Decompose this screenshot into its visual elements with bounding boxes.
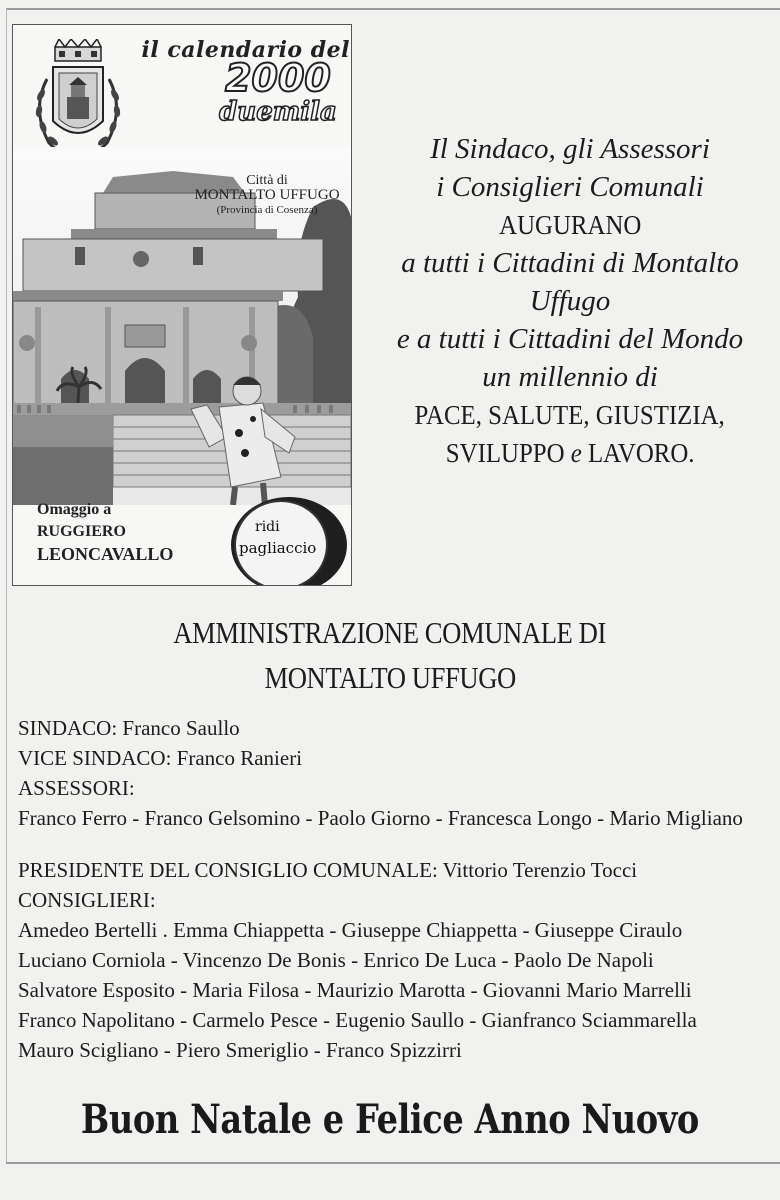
sindaco-line: SINDACO: Franco Saullo — [18, 716, 240, 740]
calendar-year-word: duemila — [219, 97, 337, 127]
administration-list — [18, 713, 780, 1065]
city-label — [181, 173, 352, 218]
city-label-line1: Città di — [246, 173, 288, 188]
omaggio-line3: LEONCAVALLO — [37, 544, 174, 564]
greeting-line5: e a tutti i Cittadini del Mondo — [396, 323, 744, 355]
page-rule-left — [6, 8, 7, 1164]
page-rule-top — [6, 8, 780, 10]
calendar-title: il calendario del — [141, 37, 350, 63]
calendar-year: 2000 — [225, 56, 331, 100]
admin-heading-line1: AMMINISTRAZIONE COMUNALE DI — [173, 615, 607, 650]
assessori-label: ASSESSORI: — [18, 776, 135, 800]
greeting-line2: i Consiglieri Comunali — [436, 171, 704, 203]
svg-text:pagliaccio: pagliaccio — [239, 539, 317, 557]
city-label-line3: (Provincia di Cosenza) — [216, 204, 318, 216]
omaggio-line1: Omaggio a — [37, 501, 112, 518]
greeting-line6: un millennio di — [482, 361, 658, 393]
calendar-card — [12, 24, 352, 586]
consiglieri-label: CONSIGLIERI: — [18, 888, 156, 912]
greeting-line3: AUGURANO — [498, 210, 642, 240]
page-rule-bottom — [6, 1162, 780, 1164]
greeting-line4: a tutti i Cittadini di Montalto Uffugo — [401, 247, 739, 317]
assessori-names: Franco Ferro - Franco Gelsomino - Paolo Giorno - Francesca Longo - Mario Migliano — [18, 806, 743, 830]
greeting-line7: PACE, SALUTE, GIUSTIZIA, — [414, 400, 726, 430]
omaggio-caption — [37, 499, 237, 565]
drum-icon — [227, 493, 351, 586]
footer-greeting: Buon Natale e Felice Anno Nuovo — [80, 1096, 700, 1143]
svg-text:ridi: ridi — [255, 519, 280, 535]
consiglieri-row: Franco Napolitano - Carmelo Pesce - Eugenio Saullo - Gianfranco Sciammarella — [18, 1008, 697, 1032]
city-label-line2: MONTALTO UFFUGO — [194, 187, 340, 203]
greeting-block — [360, 130, 780, 472]
consiglieri-row: Salvatore Esposito - Maria Filosa - Maurizio Marotta - Giovanni Mario Marrelli — [18, 978, 692, 1002]
presidente-line: PRESIDENTE DEL CONSIGLIO COMUNALE: Vittorio Terenzio Tocci — [18, 858, 638, 882]
greeting-line8-c: LAVORO. — [587, 438, 695, 468]
consiglieri-row: Amedeo Bertelli . Emma Chiappetta - Giuseppe Chiappetta - Giuseppe Ciraulo — [18, 918, 683, 942]
consiglieri-row: Mauro Scigliano - Piero Smeriglio - Franco Spizzirri — [18, 1038, 462, 1062]
consiglieri-row: Luciano Corniola - Vincenzo De Bonis - Enrico De Luca - Paolo De Napoli — [18, 948, 654, 972]
admin-heading-line2: MONTALTO UFFUGO — [264, 660, 516, 695]
omaggio-line2: RUGGIERO — [37, 523, 126, 540]
greeting-line8-b: e — [564, 438, 588, 468]
vice-sindaco-line: VICE SINDACO: Franco Ranieri — [18, 746, 303, 770]
greeting-line1: Il Sindaco, gli Assessori — [430, 133, 710, 165]
greeting-line8-a: SVILUPPO — [445, 438, 565, 468]
